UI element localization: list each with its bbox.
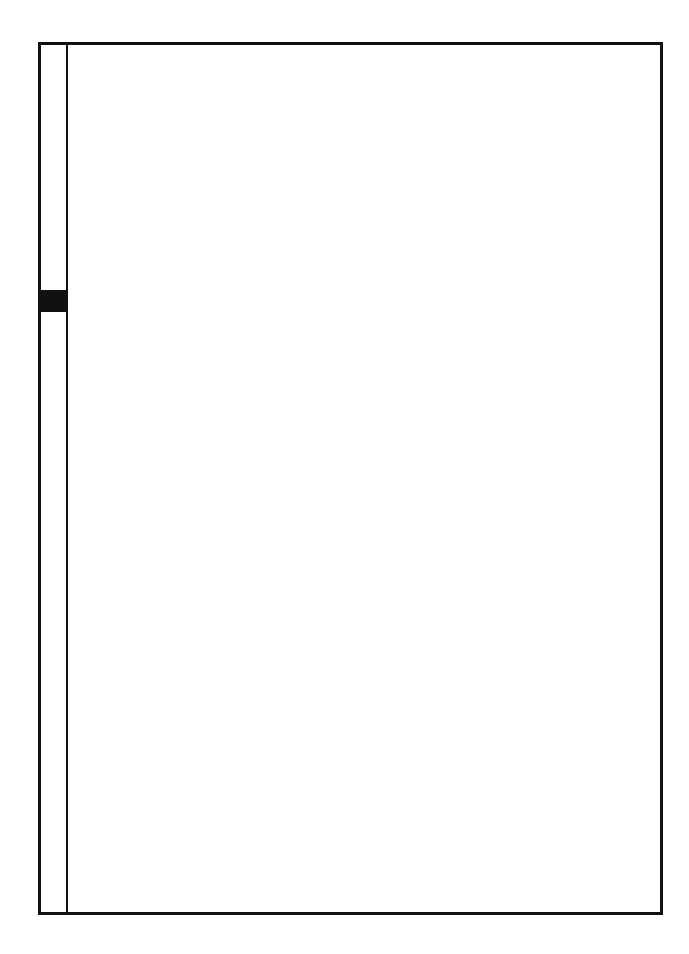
margin-strip bbox=[38, 45, 68, 912]
black-fishtail-mark bbox=[40, 290, 66, 312]
page-frame bbox=[38, 42, 663, 915]
